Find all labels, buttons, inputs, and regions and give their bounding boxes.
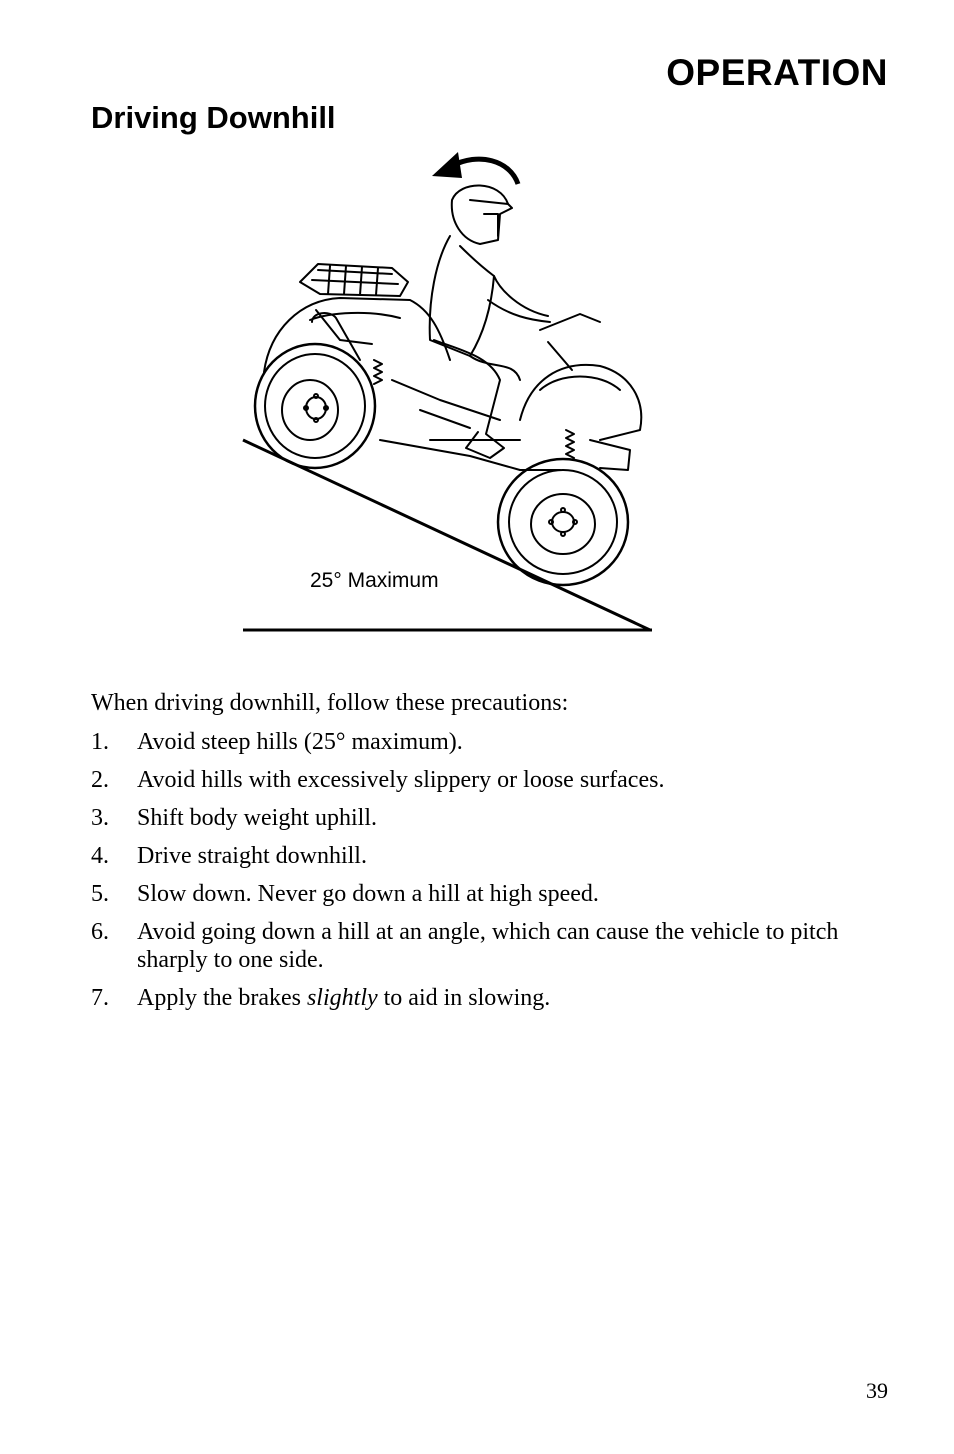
atv-rider-illustration [255,185,641,585]
page-title: Driving Downhill [91,100,336,135]
intro-text: When driving downhill, follow these precautions: [91,690,569,716]
curved-arrow-icon [432,152,518,184]
figure-label: 25° Maximum [310,569,439,592]
list-item: 4. Drive straight downhill. [91,843,367,869]
list-item: 2. Avoid hills with excessively slippery or loose surfaces. [91,767,665,793]
downhill-figure [0,0,954,660]
slope-line [243,440,650,630]
emphasis-text: slightly [306,985,378,1011]
list-item: 7. Apply the brakes slightly to aid in slowing. [91,985,551,1011]
section-header: OPERATION [666,52,888,93]
list-item: 1. Avoid steep hills (25° maximum). [91,729,463,755]
list-item: 3. Shift body weight uphill. [91,805,377,831]
precautions-list [91,728,891,1022]
page-number: 39 [866,1378,888,1403]
list-item: 5. Slow down. Never go down a hill at high speed. [91,881,599,907]
list-item: 6. Avoid going down a hill at an angle, which can cause the vehicle to pitch sharply to one side. [91,919,839,973]
